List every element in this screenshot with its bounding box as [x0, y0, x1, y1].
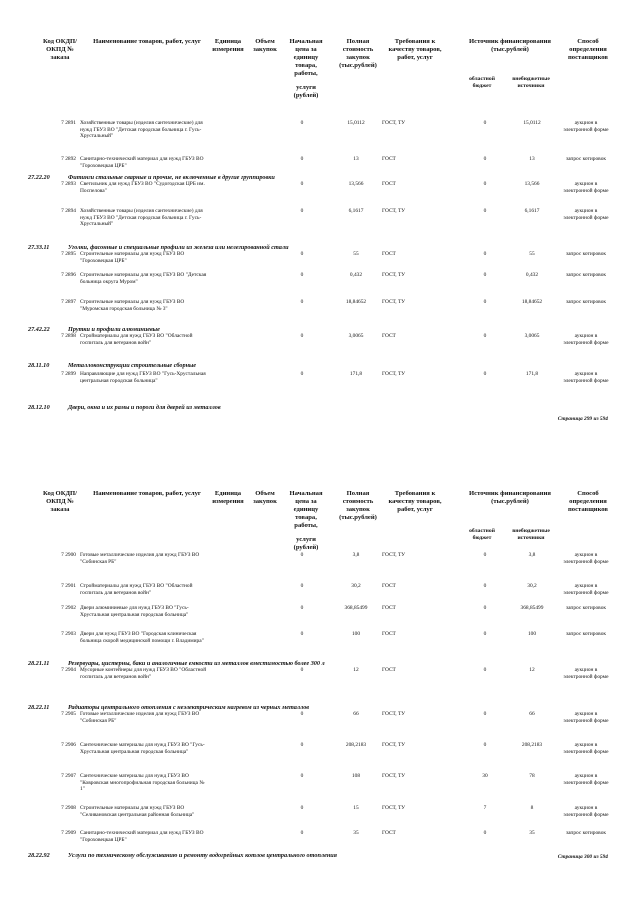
extra-budget: 12: [529, 667, 535, 673]
extra-budget: 78: [529, 773, 535, 779]
item-name: Сантехнические материалы для нужд ГБУЗ ВО "Гусь-Хрустальная центральная городская больница": [80, 742, 205, 755]
procurement-method: аукцион в электронной форме: [563, 805, 609, 818]
quality-requirements: ГОСТ, ТУ: [382, 371, 406, 377]
extra-budget: 18,84652: [521, 299, 543, 305]
unit-price: 0: [300, 631, 304, 637]
total-cost: 208,2183: [345, 742, 367, 748]
item-name: Стройматериалы для нужд ГБУЗ ВО "Областной госпиталь для ветеранов войн": [80, 583, 193, 596]
extra-budget: 13,566: [524, 181, 540, 187]
extra-budget: 8: [530, 805, 534, 811]
group-code: 27.42.22: [28, 326, 50, 333]
order-code: 7 2892: [61, 156, 76, 162]
group-code: 28.11.10: [28, 362, 50, 369]
group-code: 28.22.11: [28, 704, 50, 711]
order-code: 7 2897: [61, 299, 76, 305]
unit-price: 0: [300, 299, 304, 305]
quality-requirements: ГОСТ, ТУ: [382, 272, 406, 278]
header-total: Полная стоимость закупок (тыс.рублей): [339, 38, 377, 69]
item-name: Хозяйственные товары (изделия сантехнические) для нужд ГБУЗ ВО "Детская городская больница г. Гусь-Хрустальный": [80, 120, 203, 140]
total-cost: 3,0065: [348, 333, 364, 339]
order-code: 7 2907: [61, 773, 76, 779]
quality-requirements: ГОСТ, ТУ: [382, 773, 406, 779]
quality-requirements: ГОСТ: [382, 830, 396, 836]
item-name: Двери алюминиевые для нужд ГБУЗ ВО "Гусь-Хрустальная центральная городская больница": [80, 605, 189, 618]
total-cost: 66: [353, 711, 359, 717]
procurement-method: запрос котировок: [565, 272, 607, 278]
quality-requirements: ГОСТ: [382, 667, 396, 673]
group-title: Двери, окна и их рамы и пороги для дверей из металлов: [68, 404, 221, 411]
order-code: 7 2894: [61, 208, 76, 214]
order-code: 7 2901: [61, 583, 76, 589]
extra-budget: 66: [529, 711, 535, 717]
procurement-method: аукцион в электронной форме: [563, 181, 609, 194]
unit-price: 0: [300, 251, 304, 257]
unit-price: 0: [300, 552, 304, 558]
group-heading: [28, 660, 628, 667]
quality-requirements: ГОСТ, ТУ: [382, 208, 406, 214]
total-cost: 15: [353, 805, 359, 811]
item-name: Направляющие для нужд ГБУЗ ВО "Гусь-Хрустальная центральная городская больница": [80, 371, 206, 384]
total-cost: 12: [353, 667, 359, 673]
quality-requirements: ГОСТ: [382, 251, 396, 257]
item-name: Светильник для нужд ГБУЗ ВО "Судогодская ЦРБ им. Поспелова": [80, 181, 205, 194]
procurement-method: аукцион в электронной форме: [563, 742, 609, 755]
header-source-ext: внебюджетные источники: [512, 528, 550, 541]
procurement-method: запрос котировок: [565, 631, 607, 637]
group-title: Услуги по техническому обслуживанию и ремонту водогрейных котлов центрального отопления: [68, 852, 337, 859]
order-code: 7 2895: [61, 251, 76, 257]
header-price: Начальная цена за единицу товара, работы,: [289, 490, 323, 529]
regional-budget: 0: [483, 251, 487, 257]
group-title: Радиаторы центрального отопления с неэлектрическим нагревом из черных металлов: [68, 704, 310, 711]
procurement-method: аукцион в электронной форме: [563, 208, 609, 221]
extra-budget: 15,0112: [523, 120, 541, 126]
quality-requirements: ГОСТ: [382, 631, 396, 637]
procurement-method: аукцион в электронной форме: [563, 333, 609, 346]
item-name: Сантехнические материалы для нужд ГБУЗ ВО "Ковровская многопрофильная городская больница № 1": [80, 773, 205, 793]
group-heading: [28, 174, 628, 181]
procurement-method: аукцион в электронной форме: [563, 583, 609, 596]
header-source: Источник финансирования (тыс.рублей): [469, 490, 551, 505]
quality-requirements: ГОСТ, ТУ: [382, 742, 406, 748]
group-heading: [28, 852, 628, 859]
total-cost: 15,0112: [347, 120, 365, 126]
header-price: Начальная цена за единицу товара, работы,: [289, 38, 323, 77]
unit-price: 0: [300, 583, 304, 589]
unit-price: 0: [300, 805, 304, 811]
regional-budget: 0: [483, 605, 487, 611]
order-code: 7 2909: [61, 830, 76, 836]
item-name: Строительные материалы для нужд ГБУЗ ВО "Гороховецкая ЦРБ": [80, 251, 185, 264]
procurement-method: аукцион в электронной форме: [563, 667, 609, 680]
item-name: Двери для нужд ГБУЗ ВО "Городская клиническая больница скорой медицинской помощи г. Владимира": [80, 631, 204, 644]
group-heading: [28, 404, 628, 411]
unit-price: 0: [300, 120, 304, 126]
quality-requirements: ГОСТ, ТУ: [382, 299, 406, 305]
page-299: [0, 0, 640, 440]
group-title: Резервуары, цистерны, баки и аналогичные емкости из металлов вместимостью более 300 л: [68, 660, 325, 667]
item-name: Мусорные контейнеры для нужд ГБУЗ ВО "Областной госпиталь для ветеранов войн": [80, 667, 207, 680]
procurement-method: запрос котировок: [565, 830, 607, 836]
header-source: Источник финансирования (тыс.рублей): [469, 38, 551, 53]
extra-budget: 368,85499: [520, 605, 544, 611]
group-code: 28.21.11: [28, 660, 50, 667]
header-method: Способ определения поставщиков: [568, 490, 608, 513]
header-source-ext: внебюджетные источники: [512, 76, 550, 89]
regional-budget: 0: [483, 156, 487, 162]
total-cost: 368,85499: [344, 605, 368, 611]
unit-price: 0: [300, 711, 304, 717]
extra-budget: 6,1617: [524, 208, 540, 214]
extra-budget: 0,432: [525, 272, 539, 278]
regional-budget: 0: [483, 583, 487, 589]
header-price-tail: услуги (рублей): [293, 84, 319, 99]
quality-requirements: ГОСТ, ТУ: [382, 805, 406, 811]
item-name: Строительные материалы для нужд ГБУЗ ВО "Муромская городская больница № 3": [80, 299, 185, 312]
total-cost: 100: [351, 631, 361, 637]
item-name: Хозяйственные товары (изделия сантехнические) для нужд ГБУЗ ВО "Детская городская больница г. Гусь-Хрустальный": [80, 208, 203, 228]
procurement-method: аукцион в электронной форме: [563, 552, 609, 565]
extra-budget: 171,8: [525, 371, 539, 377]
total-cost: 35: [353, 830, 359, 836]
group-code: 28.12.10: [28, 404, 50, 411]
group-heading: [28, 362, 628, 369]
procurement-method: аукцион в электронной форме: [563, 773, 609, 786]
header-source-reg: областной бюджет: [469, 528, 495, 541]
item-name: Строительные материалы для нужд ГБУЗ ВО "Детская больница округа Муром": [80, 272, 207, 285]
extra-budget: 3,8: [528, 552, 536, 558]
header-name: Наименование товаров, работ, услуг: [93, 490, 201, 497]
header-unit: Единица измерения: [212, 490, 244, 505]
total-cost: 13: [353, 156, 359, 162]
order-code: 7 2903: [61, 631, 76, 637]
group-code: 27.33.11: [28, 244, 50, 251]
regional-budget: 0: [483, 830, 487, 836]
quality-requirements: ГОСТ, ТУ: [382, 552, 406, 558]
procurement-method: запрос котировок: [565, 299, 607, 305]
group-heading: [28, 244, 628, 251]
header-total: Полная стоимость закупок (тыс.рублей): [339, 490, 377, 521]
group-code: 28.22.92: [28, 852, 50, 859]
order-code: 7 2893: [61, 181, 76, 187]
extra-budget: 30,2: [527, 583, 537, 589]
quality-requirements: ГОСТ: [382, 156, 396, 162]
header-name: Наименование товаров, работ, услуг: [93, 38, 201, 45]
extra-budget: 100: [527, 631, 537, 637]
extra-budget: 13: [529, 156, 535, 162]
group-code: 27.22.20: [28, 174, 50, 181]
item-name: Санитарно-технический материал для нужд ГБУЗ ВО "Гороховецкая ЦРБ": [80, 830, 204, 843]
unit-price: 0: [300, 272, 304, 278]
order-code: 7 2896: [61, 272, 76, 278]
order-code: 7 2902: [61, 605, 76, 611]
procurement-method: аукцион в электронной форме: [563, 711, 609, 724]
total-cost: 108: [351, 773, 361, 779]
item-name: Готовые металлические изделия для нужд ГБУЗ ВО "Собинская РБ": [80, 711, 200, 724]
total-cost: 0,432: [349, 272, 363, 278]
extra-budget: 55: [529, 251, 535, 257]
group-heading: [28, 704, 628, 711]
group-title: Прутки и профили алюминиевые: [68, 326, 160, 333]
regional-budget: 0: [483, 181, 487, 187]
group-title: Фитинги стальные сварные и прочие, не включенные в другие группировки: [68, 174, 275, 181]
regional-budget: 0: [483, 667, 487, 673]
total-cost: 30,2: [351, 583, 361, 589]
procurement-method: запрос котировок: [565, 251, 607, 257]
header-method: Способ определения поставщиков: [568, 38, 608, 61]
regional-budget: 0: [483, 742, 487, 748]
unit-price: 0: [300, 742, 304, 748]
header-price-tail: услуги (рублей): [293, 536, 319, 551]
total-cost: 13,566: [348, 181, 364, 187]
quality-requirements: ГОСТ: [382, 333, 396, 339]
regional-budget: 0: [483, 272, 487, 278]
quality-requirements: ГОСТ: [382, 605, 396, 611]
regional-budget: 0: [483, 333, 487, 339]
order-code: 7 2904: [61, 667, 76, 673]
total-cost: 55: [353, 251, 359, 257]
quality-requirements: ГОСТ: [382, 583, 396, 589]
unit-price: 0: [300, 605, 304, 611]
order-code: 7 2898: [61, 333, 76, 339]
quality-requirements: ГОСТ, ТУ: [382, 711, 406, 717]
procurement-method: аукцион в электронной форме: [563, 120, 609, 133]
header-code: Код ОКДП/ ОКПД № заказа: [43, 38, 77, 61]
regional-budget: 0: [483, 299, 487, 305]
unit-price: 0: [300, 156, 304, 162]
regional-budget: 30: [482, 773, 488, 779]
item-name: Строительные материалы для нужд ГБУЗ ВО "Селивановская центральная районная больница": [80, 805, 195, 818]
regional-budget: 0: [483, 711, 487, 717]
quality-requirements: ГОСТ, ТУ: [382, 120, 406, 126]
unit-price: 0: [300, 181, 304, 187]
unit-price: 0: [300, 371, 304, 377]
order-code: 7 2899: [61, 371, 76, 377]
procurement-method: аукцион в электронной форме: [563, 371, 609, 384]
group-heading: [28, 326, 628, 333]
group-title: Металлоконструкции строительные сборные: [68, 362, 197, 369]
total-cost: 6,1617: [348, 208, 364, 214]
total-cost: 171,8: [349, 371, 363, 377]
regional-budget: 7: [483, 805, 487, 811]
page-footer: Страница 300 из 594: [557, 854, 608, 860]
order-code: 7 2906: [61, 742, 76, 748]
total-cost: 18,84652: [345, 299, 367, 305]
regional-budget: 0: [483, 371, 487, 377]
header-volume: Объем закупок: [253, 490, 277, 505]
regional-budget: 0: [483, 208, 487, 214]
unit-price: 0: [300, 773, 304, 779]
header-volume: Объем закупок: [253, 38, 277, 53]
header-code: Код ОКДП/ ОКПД № заказа: [43, 490, 77, 513]
order-code: 7 2905: [61, 711, 76, 717]
quality-requirements: ГОСТ: [382, 181, 396, 187]
item-name: Готовые металлические изделия для нужд ГБУЗ ВО "Собинская РБ": [80, 552, 200, 565]
page-footer: Страница 299 из 594: [557, 416, 608, 422]
regional-budget: 0: [483, 552, 487, 558]
extra-budget: 3,0065: [524, 333, 540, 339]
header-req: Требования к качеству товаров, работ, услуг: [388, 38, 442, 61]
unit-price: 0: [300, 830, 304, 836]
extra-budget: 35: [529, 830, 535, 836]
page-300: [0, 452, 640, 905]
item-name: Санитарно-технический материал для нужд ГБУЗ ВО "Гороховецкая ЦРБ": [80, 156, 204, 169]
order-code: 7 2908: [61, 805, 76, 811]
unit-price: 0: [300, 208, 304, 214]
order-code: 7 2891: [61, 120, 76, 126]
group-title: Уголки, фасонные и специальные профили из железа или нелегированной стали: [68, 244, 289, 251]
extra-budget: 208,2183: [521, 742, 543, 748]
total-cost: 3,8: [352, 552, 360, 558]
regional-budget: 0: [483, 120, 487, 126]
item-name: Стройматериалы для нужд ГБУЗ ВО "Областной госпиталь для ветеранов войн": [80, 333, 193, 346]
order-code: 7 2900: [61, 552, 76, 558]
procurement-method: запрос котировок: [565, 605, 607, 611]
procurement-method: запрос котировок: [565, 156, 607, 162]
header-unit: Единица измерения: [212, 38, 244, 53]
header-req: Требования к качеству товаров, работ, услуг: [388, 490, 442, 513]
regional-budget: 0: [483, 631, 487, 637]
unit-price: 0: [300, 667, 304, 673]
header-source-reg: областной бюджет: [469, 76, 495, 89]
unit-price: 0: [300, 333, 304, 339]
